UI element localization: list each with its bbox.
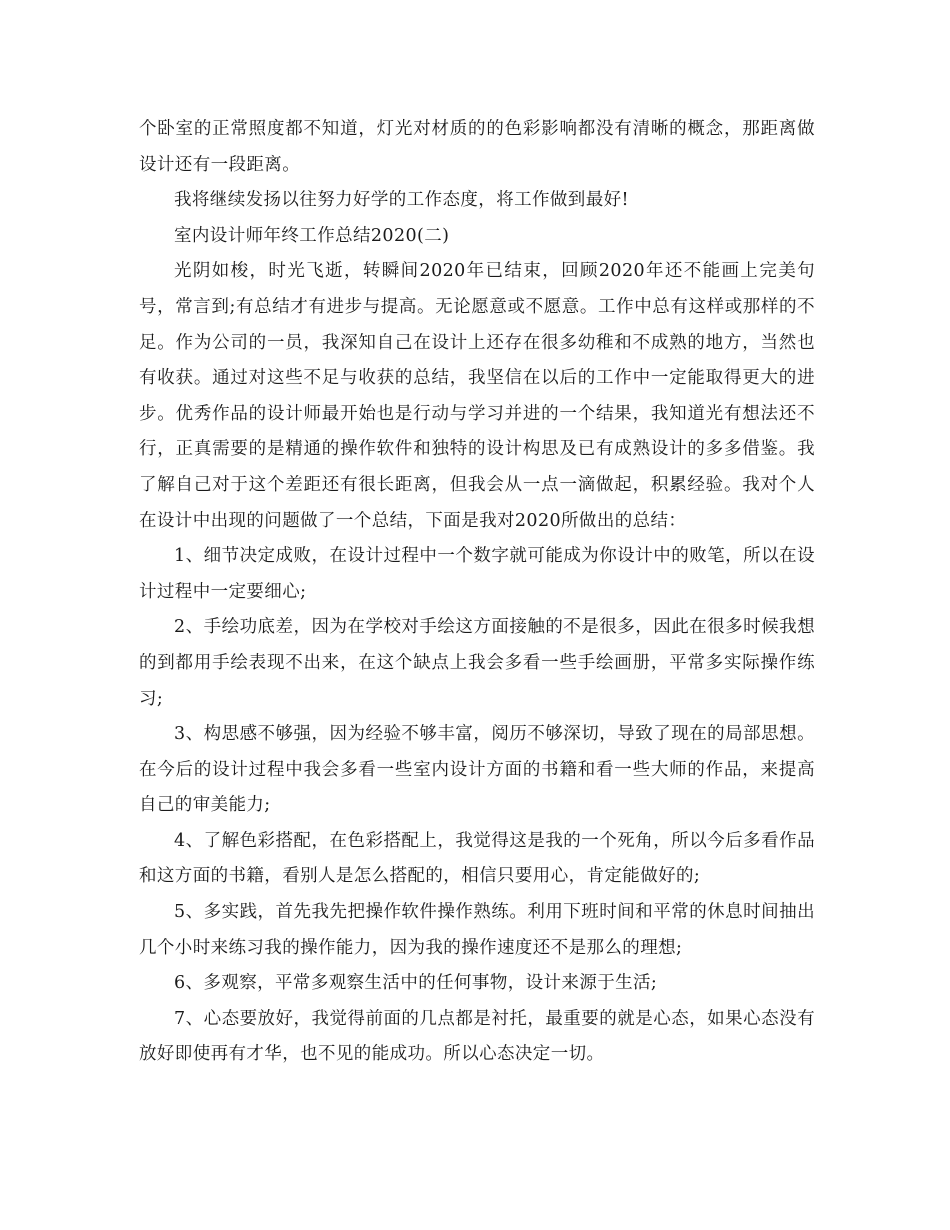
list-item-1: 1、细节决定成败，在设计过程中一个数字就可能成为你设计中的败笔，所以在设计过程中一定要细心; — [139, 546, 815, 602]
list-item-6: 6、多观察，平常多观察生活中的任何事物，设计来源于生活; — [174, 973, 658, 994]
document-body — [139, 112, 815, 1073]
paragraph-resolution: 我将继续发扬以往努力好学的工作态度，将工作做到最好! — [174, 190, 629, 211]
list-item-4: 4、了解色彩搭配，在色彩搭配上，我觉得这是我的一个死角，所以今后多看作品和这方面的书籍，看别人是怎么搭配的，相信只要用心，肯定能做好的; — [139, 830, 815, 887]
paragraph-intro: 光阴如梭，时光飞逝，转瞬间2020年已结束，回顾2020年还不能画上完美句号，常言到;有总结才有进步与提高。无论愿意或不愿意。工作中总有这样或那样的不足。作为公司的一员，我深知自己在设计上还存在很多幼稚和不成熟的地方，当然也有收获。通过对这些不足与收获的总结，我坚信在以后的工作中一定能取得更大的进步。优秀作品的设计师最开始也是行动与学习并进的一个结果，我知道光有想法还不行，正真需要的是精通的操作软件和独特的设计构思及已有成熟设计的多多借鉴。我了解自己对于这个差距还有很长距离，但我会从一点一滴做起，积累经验。我对个人在设计中出现的问题做了一个总结，下面是我对2020所做出的总结： — [139, 261, 815, 531]
section-title: 室内设计师年终工作总结2020(二) — [174, 225, 450, 246]
paragraph-continuation: 个卧室的正常照度都不知道，灯光对材质的的色彩影响都没有清晰的概念，那距离做设计还有一段距离。 — [139, 119, 815, 175]
list-item-3: 3、构思感不够强，因为经验不够丰富，阅历不够深切，导致了现在的局部思想。在今后的设计过程中我会多看一些室内设计方面的书籍和看一些大师的作品，来提高自己的审美能力; — [139, 724, 815, 816]
list-item-5: 5、多实践，首先我先把操作软件操作熟练。利用下班时间和平常的休息时间抽出几个小时来练习我的操作能力，因为我的操作速度还不是那么的理想; — [139, 902, 815, 958]
list-item-7: 7、心态要放好，我觉得前面的几点都是衬托，最重要的就是心态，如果心态没有放好即使再有才华，也不见的能成功。所以心态决定一切。 — [139, 1008, 815, 1065]
list-item-2: 2、手绘功底差，因为在学校对手绘这方面接触的不是很多，因此在很多时候我想的到都用手绘表现不出来，在这个缺点上我会多看一些手绘画册，平常多实际操作练习; — [139, 617, 815, 709]
